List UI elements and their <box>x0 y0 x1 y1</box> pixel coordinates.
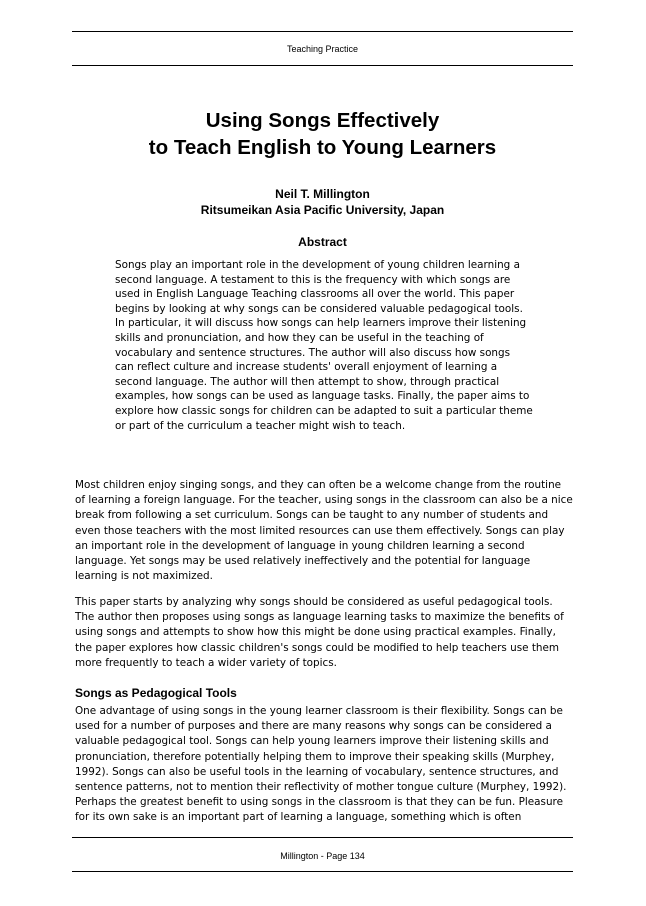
abstract-body <box>115 258 540 433</box>
abstract-line: Songs play an important role in the development of young children learning a <box>115 259 520 271</box>
paragraph-line: more frequently to teach a wider variety of topics. <box>75 656 337 669</box>
paper-title <box>72 107 573 161</box>
paragraph-line: This paper starts by analyzing why songs should be considered as useful pedagogical tools. <box>75 596 553 608</box>
abstract-line: second language. The author will then attempt to show, through practical <box>115 375 500 388</box>
paragraph-line: of learning a foreign language. For the teacher, using songs in the classroom can also be a nice <box>75 494 573 507</box>
abstract-line: used in English Language Teaching classrooms all over the world. This paper <box>115 288 515 301</box>
body-paragraph-1 <box>75 478 575 584</box>
paragraph-line: valuable pedagogical tool. Songs can help young learners improve their listening skills and <box>75 735 549 748</box>
paragraph-line: break from following a set curriculum. Songs can be taught to any number of students and <box>75 509 549 522</box>
author-affiliation: Ritsumeikan Asia Pacific University, Japan <box>200 203 445 217</box>
paragraph-line: One advantage of using songs in the young learner classroom is their flexibility. Songs can be <box>75 705 563 717</box>
paragraph-line: the paper explores how classic children's songs could be modified to help teachers use them <box>75 641 560 654</box>
paragraph-line: Perhaps the greatest benefit to using songs in the classroom is that they can be fun. Pleasure <box>75 796 563 809</box>
paragraph-line: used for a number of purposes and there are many reasons why songs can be considered a <box>75 720 552 733</box>
paragraph-line: 1992). Songs can also be useful tools in the learning of vocabulary, sentence structures, and <box>75 765 559 778</box>
running-header: Teaching Practice <box>286 44 359 54</box>
header-bottom-rule <box>72 65 573 66</box>
page-footer: Millington - Page 134 <box>280 851 365 861</box>
body-paragraph-3 <box>75 704 575 826</box>
author-block <box>72 186 573 218</box>
paragraph-line: The author then proposes using songs as language learning tasks to maximize the benefits of <box>75 611 564 624</box>
abstract-line: skills and pronunciation, and how they can be useful in the teaching of <box>115 331 484 344</box>
abstract-line: In particular, it will discuss how songs can help learners improve their listening <box>115 317 527 330</box>
footer-bottom-rule <box>72 871 573 872</box>
paragraph-line: using songs and attempts to show how this might be done using practical examples. Finally, <box>75 626 556 639</box>
paragraph-line: an important role in the development of language in young children learning a second <box>75 539 525 552</box>
abstract-line: can reflect culture and increase students' overall enjoyment of learning a <box>115 361 498 374</box>
author-name: Neil T. Millington <box>275 187 370 201</box>
paragraph-line: sentence patterns, not to mention their reflectivity of mother tongue culture (Murphey, 1992). <box>75 781 567 794</box>
abstract-line: begins by looking at why songs can be considered valuable pedagogical tools. <box>115 302 523 315</box>
abstract-line: explore how classic songs for children can be adapted to suit a particular theme <box>115 404 533 417</box>
abstract-line: second language. A testament to this is the frequency with which songs are <box>115 273 511 286</box>
abstract-line: vocabulary and sentence structures. The author will also discuss how songs <box>115 346 511 359</box>
paragraph-line: pronunciation, therefore potentially helping them to improve their speaking skills (Murphey, <box>75 750 555 763</box>
paper-title-line-1: Using Songs Effectively <box>205 109 440 132</box>
abstract-heading: Abstract <box>298 235 347 249</box>
body-paragraph-2 <box>75 595 575 671</box>
paragraph-line: language. Yet songs may be used relatively ineffectively and the potential for language <box>75 555 531 568</box>
paper-title-line-2: to Teach English to Young Learners <box>148 136 497 159</box>
paragraph-line: for its own sake is an important part of learning a language, something which is often <box>75 811 522 824</box>
paragraph-line: learning is not maximized. <box>75 570 213 583</box>
footer-top-rule <box>72 837 573 838</box>
abstract-line: examples, how songs can be used as language tasks. Finally, the paper aims to <box>115 390 530 403</box>
paragraph-line: even those teachers with the most limited resources can use them effectively. Songs can play <box>75 524 565 537</box>
abstract-line: or part of the curriculum a teacher might wish to teach. <box>115 419 406 432</box>
section-heading: Songs as Pedagogical Tools <box>75 686 237 700</box>
paragraph-line: Most children enjoy singing songs, and they can often be a welcome change from the routine <box>75 479 562 491</box>
header-top-rule <box>72 31 573 32</box>
